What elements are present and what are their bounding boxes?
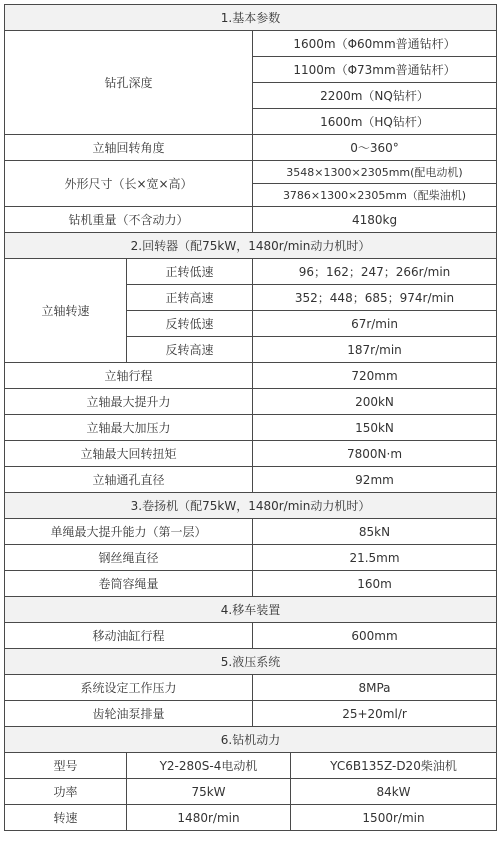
speed-mode-label: 正转低速 xyxy=(127,259,253,285)
speed-mode-value: 67r/min xyxy=(253,311,497,337)
section-rotator xyxy=(5,233,497,259)
table-row xyxy=(5,519,497,545)
depth-value: 1100m（Φ73mm普通钻杆） xyxy=(253,57,497,83)
table-row xyxy=(5,415,497,441)
dims-value: 3786×1300×2305mm（配柴油机) xyxy=(253,184,497,207)
row-value: 160m xyxy=(253,571,497,597)
row-value: 600mm xyxy=(253,623,497,649)
row-label: 立轴通孔直径 xyxy=(5,467,253,493)
speed-label: 立轴转速 xyxy=(5,259,127,363)
diesel-value: 84kW xyxy=(291,779,497,805)
row-value: 25+20ml/r xyxy=(253,701,497,727)
speed-mode-label: 反转高速 xyxy=(127,337,253,363)
angle-label: 立轴回转角度 xyxy=(5,135,253,161)
section-title-hydraulic: 5.液压系统 xyxy=(5,649,497,675)
section-hydraulic xyxy=(5,649,497,675)
table-row xyxy=(5,31,497,57)
row-value: 21.5mm xyxy=(253,545,497,571)
table-row xyxy=(5,545,497,571)
row-label: 单绳最大提升能力（第一层） xyxy=(5,519,253,545)
row-label: 立轴最大回转扭矩 xyxy=(5,441,253,467)
speed-mode-value: 187r/min xyxy=(253,337,497,363)
row-value: 7800N·m xyxy=(253,441,497,467)
spec-sheet xyxy=(4,4,497,831)
row-label: 立轴最大提升力 xyxy=(5,389,253,415)
table-row xyxy=(5,389,497,415)
row-label: 系统设定工作压力 xyxy=(5,675,253,701)
table-row xyxy=(5,701,497,727)
row-label: 立轴行程 xyxy=(5,363,253,389)
dims-label: 外形尺寸（长×宽×高） xyxy=(5,161,253,207)
angle-value: 0～360° xyxy=(253,135,497,161)
table-row xyxy=(5,623,497,649)
section-title-basic: 1.基本参数 xyxy=(5,5,497,31)
table-row xyxy=(5,441,497,467)
section-title-carriage: 4.移车装置 xyxy=(5,597,497,623)
speed-mode-label: 正转高速 xyxy=(127,285,253,311)
table-row xyxy=(5,161,497,184)
depth-label: 钻孔深度 xyxy=(5,31,253,135)
row-label: 移动油缸行程 xyxy=(5,623,253,649)
depth-value: 1600m（HQ钻杆） xyxy=(253,109,497,135)
table-row xyxy=(5,207,497,233)
row-label: 立轴最大加压力 xyxy=(5,415,253,441)
power-label: 转速 xyxy=(5,805,127,831)
row-value: 150kN xyxy=(253,415,497,441)
diesel-value: YC6B135Z-D20柴油机 xyxy=(291,753,497,779)
depth-value: 2200m（NQ钻杆） xyxy=(253,83,497,109)
spec-table xyxy=(4,4,497,831)
section-basic xyxy=(5,5,497,31)
row-value: 200kN xyxy=(253,389,497,415)
row-label: 钢丝绳直径 xyxy=(5,545,253,571)
section-title-rotator: 2.回转器（配75kW，1480r/min动力机时） xyxy=(5,233,497,259)
electric-value: 1480r/min xyxy=(127,805,291,831)
dims-value: 3548×1300×2305mm(配电动机) xyxy=(253,161,497,184)
table-row xyxy=(5,805,497,831)
section-title-power: 6.钻机动力 xyxy=(5,727,497,753)
section-carriage xyxy=(5,597,497,623)
electric-value: Y2-280S-4电动机 xyxy=(127,753,291,779)
row-label: 齿轮油泵排量 xyxy=(5,701,253,727)
table-row xyxy=(5,135,497,161)
speed-mode-value: 96；162；247；266r/min xyxy=(253,259,497,285)
table-row xyxy=(5,363,497,389)
row-value: 92mm xyxy=(253,467,497,493)
power-label: 型号 xyxy=(5,753,127,779)
table-row xyxy=(5,259,497,285)
table-row xyxy=(5,753,497,779)
diesel-value: 1500r/min xyxy=(291,805,497,831)
row-value: 85kN xyxy=(253,519,497,545)
electric-value: 75kW xyxy=(127,779,291,805)
power-label: 功率 xyxy=(5,779,127,805)
speed-mode-value: 352；448；685；974r/min xyxy=(253,285,497,311)
table-row xyxy=(5,675,497,701)
weight-value: 4180kg xyxy=(253,207,497,233)
table-row xyxy=(5,467,497,493)
row-value: 8MPa xyxy=(253,675,497,701)
table-row xyxy=(5,571,497,597)
row-value: 720mm xyxy=(253,363,497,389)
section-title-winch: 3.卷扬机（配75kW，1480r/min动力机时） xyxy=(5,493,497,519)
depth-value: 1600m（Φ60mm普通钻杆） xyxy=(253,31,497,57)
weight-label: 钻机重量（不含动力） xyxy=(5,207,253,233)
section-winch xyxy=(5,493,497,519)
table-row xyxy=(5,779,497,805)
section-power xyxy=(5,727,497,753)
speed-mode-label: 反转低速 xyxy=(127,311,253,337)
row-label: 卷筒容绳量 xyxy=(5,571,253,597)
